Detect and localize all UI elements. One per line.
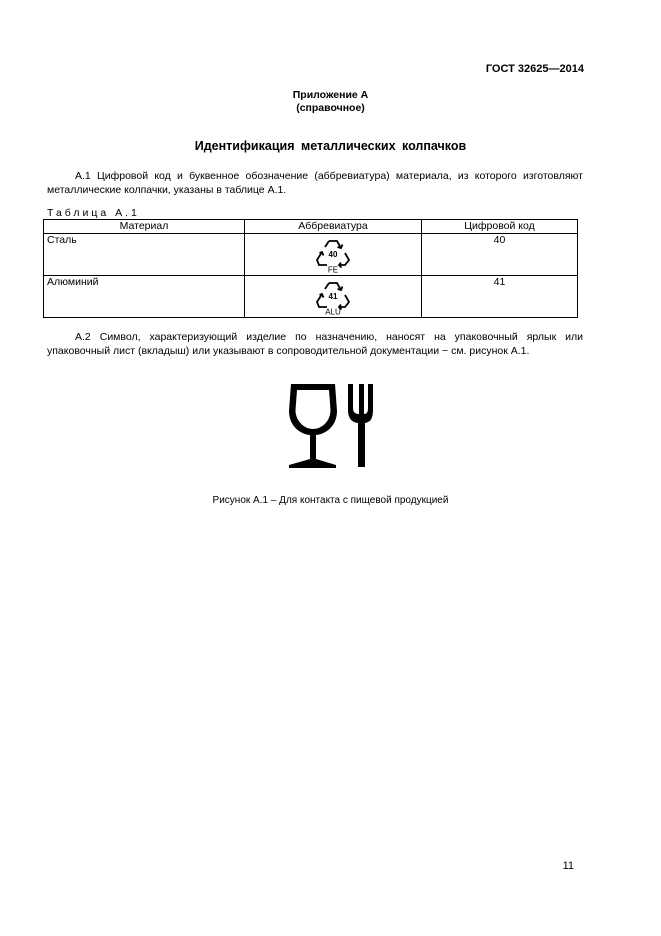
symbol-abbr-text: FE [327, 265, 339, 273]
glass-and-fork-icon [287, 383, 375, 469]
paragraph-a2 [47, 330, 583, 358]
annex-subtitle: (справочное) [296, 102, 365, 114]
material-cell: Сталь [44, 234, 245, 276]
paragraph-a1-text: А.1 Цифровой код и буквенное обозначение (аббревиатура) материала, из которого изготовляют металлические колпачки, указаны в таблице А.1. [47, 170, 583, 196]
abbreviation-cell [245, 276, 422, 318]
annex-heading [0, 89, 661, 115]
paragraph-a2-text: А.2 Символ, характеризующий изделие по назначению, наносят на упаковочный ярлык или упаковочный лист (вкладыш) или указывают в сопроводительной документации − см. рисунок А.1. [47, 331, 583, 357]
symbol-abbr-text: ALU [325, 307, 341, 315]
material-cell: Алюминий [44, 276, 245, 318]
abbreviation-cell [245, 234, 422, 276]
table-row [44, 276, 578, 318]
document-code: ГОСТ 32625—2014 [485, 63, 584, 75]
table-header-row [44, 220, 578, 234]
header-code: Цифровой код [422, 220, 578, 234]
annex-title: Приложение А [292, 89, 369, 101]
code-cell: 41 [422, 276, 578, 318]
figure-caption: Рисунок А.1 – Для контакта с пищевой продукцией [212, 495, 449, 506]
materials-table [43, 219, 578, 318]
header-material: Материал [44, 220, 245, 234]
paragraph-a1 [47, 169, 583, 197]
table-caption: Таблица А.1 [47, 207, 140, 219]
section-title: Идентификация металлических колпачков [194, 139, 467, 153]
code-cell: 40 [422, 234, 578, 276]
symbol-code-text: 41 [328, 292, 338, 301]
page-number: 11 [562, 860, 574, 872]
header-abbreviation: Аббревиатура [245, 220, 422, 234]
symbol-code-text: 40 [328, 250, 338, 259]
table-row [44, 234, 578, 276]
recycling-symbol-icon [313, 279, 353, 315]
recycling-symbol-icon [313, 237, 353, 273]
